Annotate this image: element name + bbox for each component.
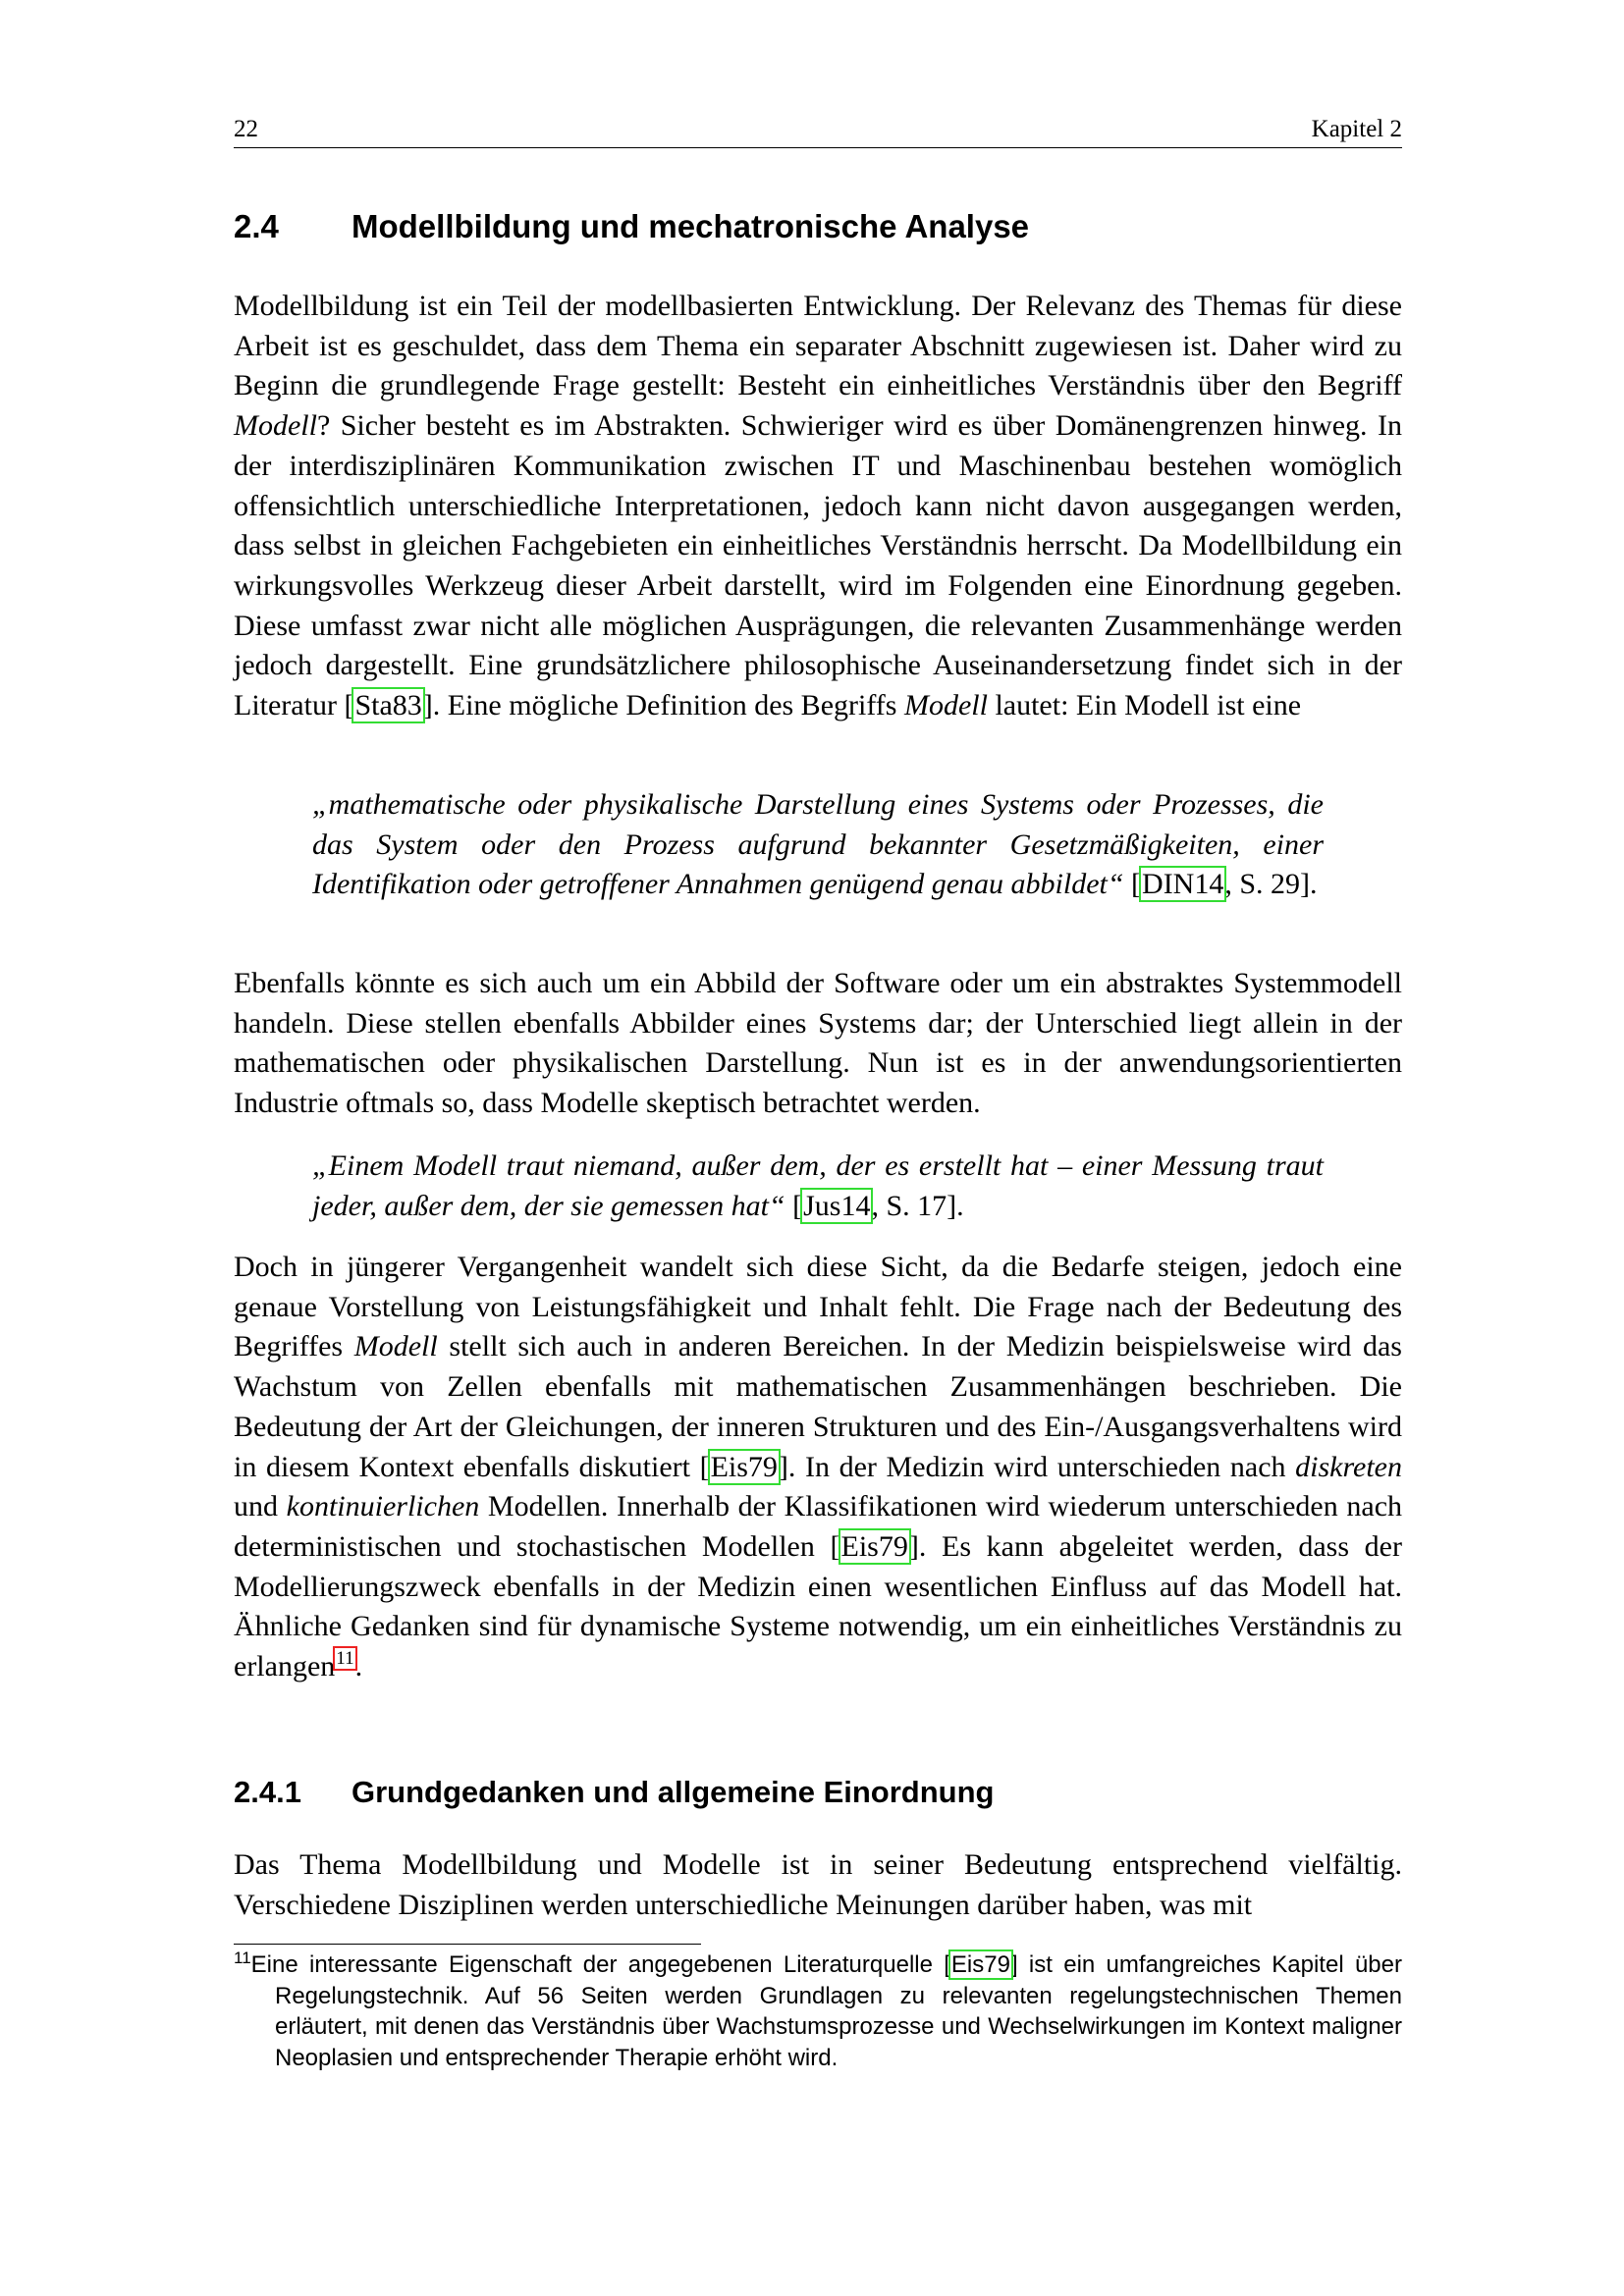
emphasis: Modell <box>903 689 988 722</box>
citation-link[interactable]: Eis79 <box>950 1951 1010 1978</box>
emphasis: Modell <box>353 1330 438 1363</box>
text-run: . <box>354 1650 363 1683</box>
chapter-label: Kapitel 2 <box>1311 116 1402 142</box>
text-run: ? Sicher besteht es im Abstrakten. Schwieriger wird es über Domänengrenzen hinweg. In der interdisziplinären Kommunikation zwischen IT und Maschinenbau bestehen womöglich offensichtlich unterschiedliche Interpretationen, jedoch kann nicht davon ausgegangen werden, dass selbst in gleichen Fachgebieten ein einheitliches Verständnis herrscht. Da Modellbildung ein wirkungsvolles Werkzeug dieser Arbeit darstellt, wird im Folgenden eine Einordnung gegeben. Diese umfasst zwar nicht alle möglichen Ausprägungen, die relevanten Zusammenhänge werden jedoch dargestellt. Eine grundsätzlichere philosophische Auseinandersetzung findet sich in der Literatur [ <box>234 409 1402 722</box>
paragraph-overview <box>234 1845 1402 1925</box>
citation-link[interactable]: Eis79 <box>840 1529 908 1563</box>
citation-link[interactable]: Jus14 <box>803 1189 871 1222</box>
text-run: lautet: Ein Modell ist eine <box>987 689 1302 722</box>
page-number: 22 <box>234 116 258 142</box>
section-title: Modellbildung und mechatronische Analyse <box>352 208 1030 244</box>
footnote-rule <box>234 1944 701 1945</box>
text-run: Doch in jüngerer Vergangenheit wandelt sich diese Sicht, da die Bedarfe steigen, jedoch eine genaue Vorstellung von Leistungsfähigkeit und Inhalt fehlt. Die Frage nach der Bedeutung des Begriffes <box>234 1251 1402 1363</box>
quote-text: „Einem Modell traut niemand, außer dem, der es erstellt hat – einer Messung traut jeder, außer dem, der sie gemessen hat“ <box>312 1149 1324 1222</box>
citation-link[interactable]: Eis79 <box>710 1450 778 1483</box>
text-run: [ <box>785 1189 803 1222</box>
text-run: ]. In der Medizin wird unterschieden nach <box>778 1450 1296 1483</box>
text-run: Eine interessante Eigenschaft der angegebenen Literaturquelle [ <box>250 1951 950 1978</box>
definition-quote <box>312 785 1324 905</box>
text-run: , S. 17]. <box>871 1189 964 1222</box>
measurement-quote <box>312 1147 1324 1226</box>
citation-link[interactable]: DIN14 <box>1142 868 1224 901</box>
running-head <box>234 110 1402 148</box>
emphasis: Modell <box>234 409 317 443</box>
quote-text: „mathematische oder physikalische Darstellung eines Systems oder Prozesses, die das System oder den Prozess aufgrund bekannter Gesetzmäßigkeiten, einer Identifikation oder getroffener Annahmen genügend genau abbildet“ <box>312 788 1324 901</box>
footnote-body <box>234 1949 1402 2073</box>
subsection-title: Grundgedanken und allgemeine Einordnung <box>352 1775 995 1809</box>
paragraph-software <box>234 964 1402 1124</box>
footnote-marker[interactable]: 11 <box>336 1648 354 1670</box>
text-run: [ <box>1123 868 1142 901</box>
section-heading <box>234 208 1402 251</box>
text-run: , S. 29]. <box>1224 868 1318 901</box>
text-run: ]. Es kann abgeleitet werden, dass der Modellierungszweck ebenfalls in der Medizin einen wesentlichen Einfluss auf das Modell hat. Ähnliche Gedanken sind für dynamische Systeme notwendig, um ein einheitliches Verständnis zu erlangen <box>234 1529 1402 1683</box>
text-run: und <box>234 1490 287 1523</box>
emphasis: kontinuierlichen <box>286 1490 480 1523</box>
paragraph-medicine <box>234 1248 1402 1687</box>
text-run: Das Thema Modellbildung und Modelle ist in seiner Bedeutung entsprechend vielfältig. Verschiedene Disziplinen werden unterschiedliche Meinungen darüber haben, was mit <box>234 1848 1402 1921</box>
emphasis: diskreten <box>1295 1450 1402 1483</box>
subsection-number: 2.4.1 <box>234 1775 301 1809</box>
footnote <box>234 1949 1402 2073</box>
text-run: ] ist ein umfangreiches Kapitel über Regelungstechnik. Auf 56 Seiten werden Grundlagen zu relevanten regelungstechnischen Themen erläutert, mit denen das Verständnis über Wachstumsprozesse und Wechselwirkungen im Kontext maligner Neoplasien und entsprechender Therapie erhöht wird. <box>275 1951 1402 2071</box>
text-run: stellt sich auch in anderen Bereichen. In der Medizin beispielsweise wird das Wachstum von Zellen ebenfalls mit mathematischen Zusammenhängen beschrieben. Die Bedeutung der Art der Gleichungen, der inneren Strukturen und des Ein-/Ausgangsverhaltens wird in diesem Kontext ebenfalls diskutiert [ <box>234 1330 1402 1483</box>
text-run: ]. Eine mögliche Definition des Begriffs <box>422 689 904 722</box>
text-run: Modellbildung ist ein Teil der modellbasierten Entwicklung. Der Relevanz des Themas für diese Arbeit ist es geschuldet, dass dem Thema ein separater Abschnitt zugewiesen ist. Daher wird zu Beginn die grundlegende Frage gestellt: Besteht ein einheitliches Verständnis über den Begriff <box>234 290 1402 402</box>
paragraph-intro <box>234 287 1402 726</box>
footnote-number: 11 <box>234 1949 251 1967</box>
text-run: Modellen. Innerhalb der Klassifikationen wird wiederum unterschieden nach deterministischen und stochastischen Modellen [ <box>234 1490 1403 1563</box>
text-run: Ebenfalls könnte es sich auch um ein Abbild der Software oder um ein abstraktes Systemmodell handeln. Diese stellen ebenfalls Abbilder eines Systems dar; der Unterschied liegt allein in der mathematischen oder physikalischen Darstellung. Nun ist es in der anwendungsorientierten Industrie oftmals so, dass Modelle skeptisch betrachtet werden. <box>234 967 1402 1120</box>
citation-link[interactable]: Sta83 <box>354 689 422 722</box>
subsection-heading <box>234 1775 1402 1814</box>
section-number: 2.4 <box>234 208 279 244</box>
